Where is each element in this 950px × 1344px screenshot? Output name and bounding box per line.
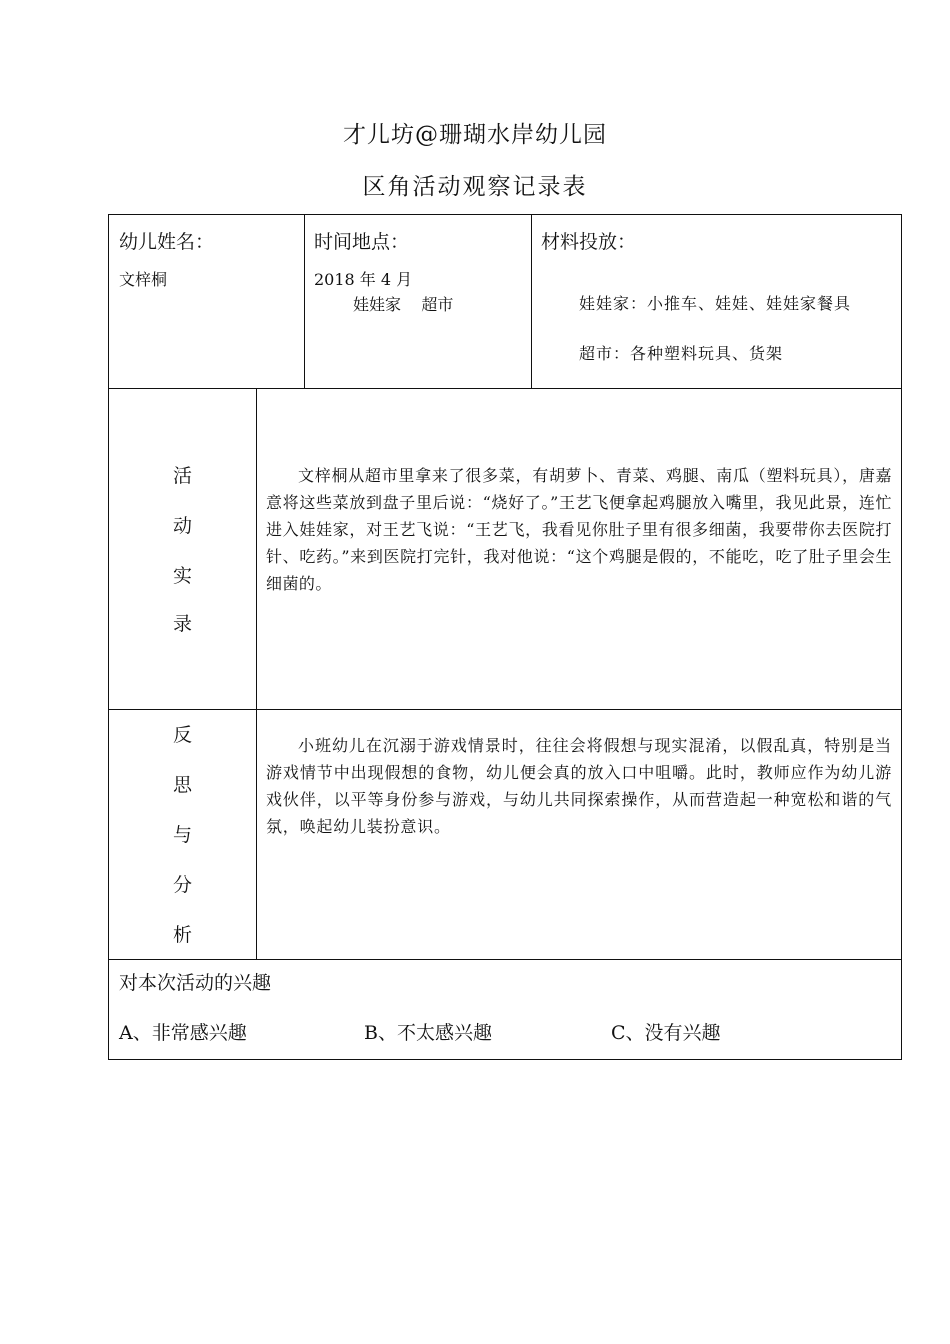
reflection-label-char-1: 反 bbox=[173, 724, 193, 746]
reflection-text: 小班幼儿在沉溺于游戏情景时，往往会将假想与现实混淆，以假乱真，特别是当游戏情节中出现假想的食物，幼儿便会真的放入口中咀嚼。此时，教师应作为幼儿游戏伙伴，以平等身份参与游戏，与幼儿共同探索操作，从而营造起一种宽松和谐的气氛，唤起幼儿装扮意识。 bbox=[266, 736, 892, 836]
reflection-label-char-4: 分 bbox=[173, 874, 193, 896]
time-place-label: 时间地点： bbox=[314, 231, 410, 253]
row-divider-record bbox=[109, 709, 901, 710]
form-title: 区角活动观察记录表 bbox=[362, 174, 588, 200]
materials-line-2: 超市：各种塑料玩具、货架 bbox=[579, 344, 784, 363]
row-divider-header bbox=[109, 388, 901, 389]
interest-option-b: B、不太感兴趣 bbox=[364, 1022, 492, 1044]
child-name-label: 幼儿姓名： bbox=[119, 231, 215, 253]
interest-option-a: A、非常感兴趣 bbox=[119, 1022, 247, 1044]
col-divider-name bbox=[304, 215, 305, 389]
materials-line-1: 娃娃家：小推车、娃娃、娃娃家餐具 bbox=[579, 294, 852, 313]
col-divider-time bbox=[531, 215, 532, 389]
record-label-char-4: 录 bbox=[173, 613, 193, 635]
record-label-char-2: 动 bbox=[173, 515, 193, 537]
reflection-label-char-2: 思 bbox=[173, 774, 193, 796]
school-title: 才儿坊@珊瑚水岸幼儿园 bbox=[343, 122, 607, 148]
observation-table bbox=[108, 214, 902, 1060]
child-name-value: 文梓桐 bbox=[119, 270, 168, 289]
place-value: 娃娃家 超市 bbox=[353, 295, 454, 314]
interest-label: 对本次活动的兴趣 bbox=[119, 972, 272, 994]
interest-option-c: C、没有兴趣 bbox=[611, 1022, 721, 1044]
record-label-char-1: 活 bbox=[173, 465, 193, 487]
materials-label: 材料投放： bbox=[541, 231, 637, 253]
activity-record-text: 文梓桐从超市里拿来了很多菜，有胡萝卜、青菜、鸡腿、南瓜（塑料玩具），唐嘉意将这些菜放到盘子里后说：“烧好了。”王艺飞便拿起鸡腿放入嘴里，我见此景，连忙进入娃娃家，对王艺飞说：“王艺飞，我看见你肚子里有很多细菌，我要带你去医院打针、吃药。”来到医院打完针，我对他说：“这个鸡腿是假的，不能吃，吃了肚子里会生细菌的。 bbox=[266, 466, 892, 593]
reflection-label-char-5: 析 bbox=[173, 924, 193, 946]
col-divider-label bbox=[256, 389, 257, 960]
date-value: 2018 年 4 月 bbox=[314, 270, 413, 289]
row-divider-reflection bbox=[109, 959, 901, 960]
record-label-char-3: 实 bbox=[173, 565, 193, 587]
reflection-label-char-3: 与 bbox=[173, 824, 193, 846]
